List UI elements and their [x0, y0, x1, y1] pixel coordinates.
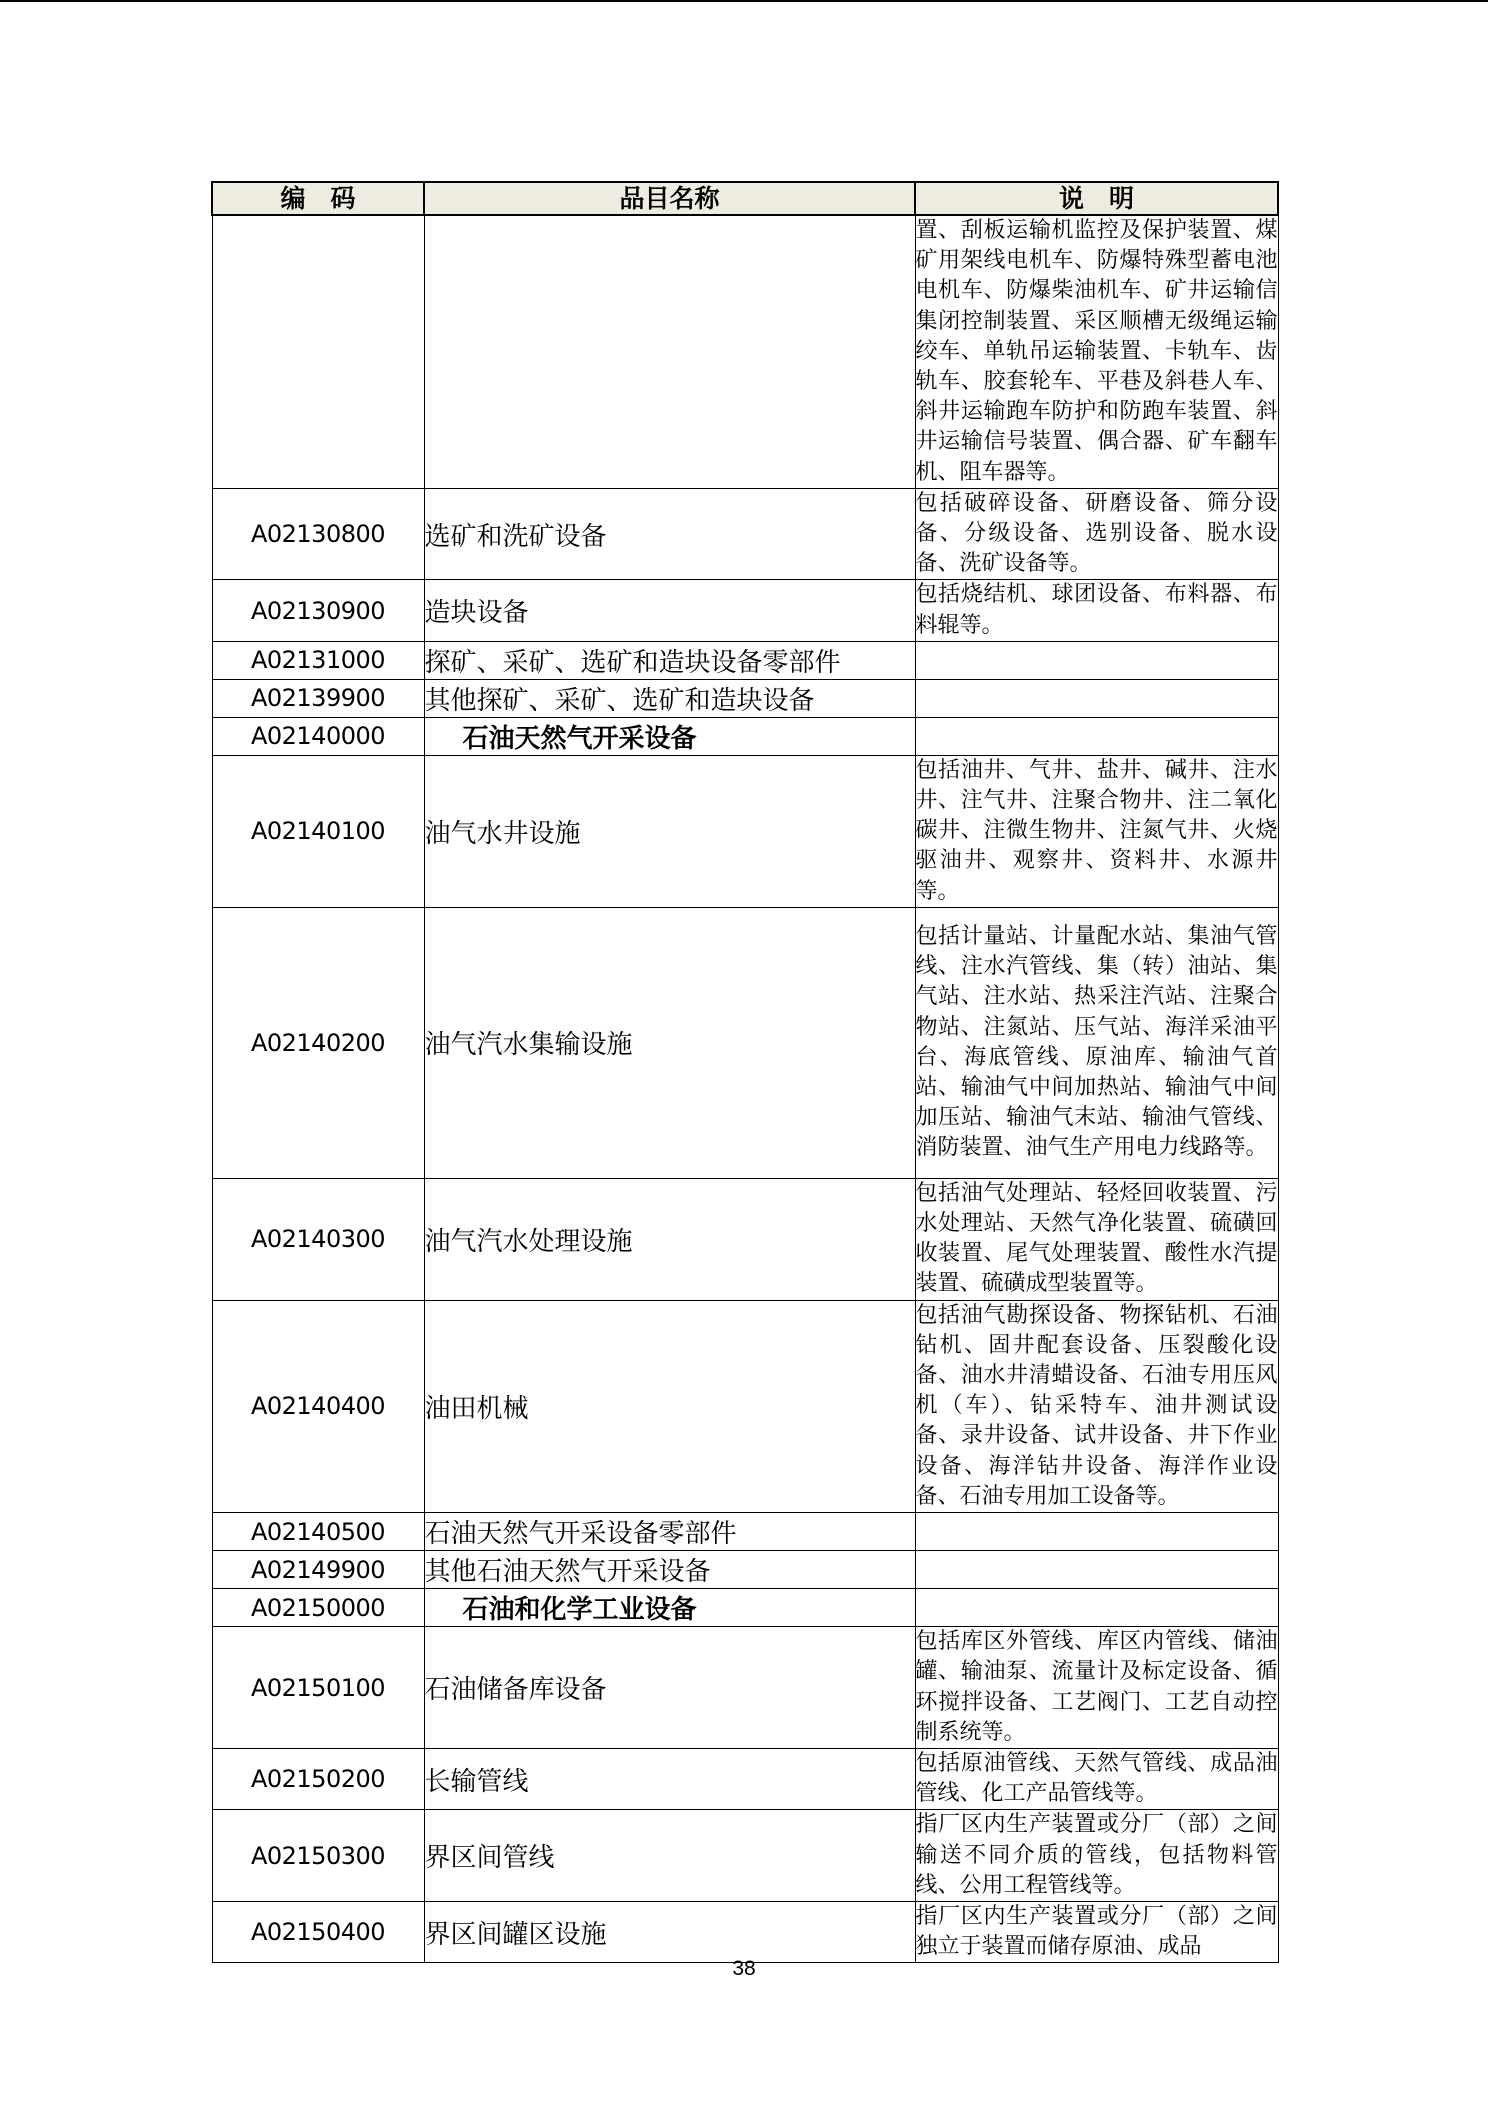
item-description — [915, 717, 1278, 755]
item-name: 界区间罐区设施 — [424, 1901, 915, 1962]
table-row — [212, 717, 1278, 755]
item-code: A02149900 — [212, 1551, 424, 1589]
item-code: A02140400 — [212, 1300, 424, 1512]
item-name: 界区间管线 — [424, 1810, 915, 1902]
item-code: A02140300 — [212, 1178, 424, 1300]
item-description: 包括破碎设备、研磨设备、筛分设备、分级设备、选别设备、脱水设备、洗矿设备等。 — [915, 488, 1278, 580]
item-code: A02140500 — [212, 1513, 424, 1551]
table-row — [212, 1748, 1278, 1809]
table-row — [212, 641, 1278, 679]
header-name: 品目名称 — [424, 182, 915, 215]
item-code: A02139900 — [212, 679, 424, 717]
item-description: 包括油气处理站、轻烃回收装置、污水处理站、天然气净化装置、硫磺回收装置、尾气处理装置、酸性水汽提装置、硫磺成型装置等。 — [915, 1178, 1278, 1300]
item-description: 包括原油管线、天然气管线、成品油管线、化工产品管线等。 — [915, 1748, 1278, 1809]
item-code: A02150200 — [212, 1748, 424, 1809]
page-number: 38 — [732, 1957, 756, 1980]
item-code: A02140200 — [212, 907, 424, 1178]
table-row — [212, 1513, 1278, 1551]
item-description: 包括油井、气井、盐井、碱井、注水井、注气井、注聚合物井、注二氧化碳井、注微生物井、注氮气井、火烧驱油井、观察井、资料井、水源井等。 — [915, 755, 1278, 907]
table-row — [212, 1178, 1278, 1300]
item-code: A02150400 — [212, 1901, 424, 1962]
item-name: 油气汽水集输设施 — [424, 907, 915, 1178]
item-description: 包括油气勘探设备、物探钻机、石油钻机、固井配套设备、压裂酸化设备、油水井清蜡设备、石油专用压风机（车）、钻采特车、油井测试设备、录井设备、试井设备、井下作业设备、海洋钻井设备、海洋作业设备、石油专用加工设备等。 — [915, 1300, 1278, 1512]
item-name: 油气汽水处理设施 — [424, 1178, 915, 1300]
item-code: A02150000 — [212, 1589, 424, 1627]
header-row — [212, 182, 1278, 215]
category-name: 石油天然气开采设备 — [424, 717, 915, 755]
item-description — [915, 641, 1278, 679]
item-description: 包括库区外管线、库区内管线、储油罐、输油泵、流量计及标定设备、循环搅拌设备、工艺阀门、工艺自动控制系统等。 — [915, 1627, 1278, 1749]
header-desc: 说 明 — [915, 182, 1278, 215]
item-code: A02140000 — [212, 717, 424, 755]
header-code: 编 码 — [212, 182, 424, 215]
table-row — [212, 1589, 1278, 1627]
item-name: 其他石油天然气开采设备 — [424, 1551, 915, 1589]
item-name: 石油天然气开采设备零部件 — [424, 1513, 915, 1551]
table-row — [212, 1901, 1278, 1962]
item-description — [915, 1551, 1278, 1589]
item-name: 油田机械 — [424, 1300, 915, 1512]
table-row — [212, 1810, 1278, 1902]
table-row — [212, 679, 1278, 717]
category-name: 石油和化学工业设备 — [424, 1589, 915, 1627]
item-name: 探矿、采矿、选矿和造块设备零部件 — [424, 641, 915, 679]
table-row — [212, 1551, 1278, 1589]
item-name: 造块设备 — [424, 580, 915, 641]
item-description: 指厂区内生产装置或分厂（部）之间输送不同介质的管线，包括物料管线、公用工程管线等。 — [915, 1810, 1278, 1902]
item-description — [915, 1513, 1278, 1551]
top-edge-rule — [0, 0, 1488, 2]
table-row — [212, 755, 1278, 907]
item-description — [915, 1589, 1278, 1627]
table-row — [212, 1627, 1278, 1749]
item-code: A02150300 — [212, 1810, 424, 1902]
table-row — [212, 488, 1278, 580]
table-row — [212, 215, 1278, 488]
item-name: 选矿和洗矿设备 — [424, 488, 915, 580]
item-code: A02150100 — [212, 1627, 424, 1749]
item-name: 其他探矿、采矿、选矿和造块设备 — [424, 679, 915, 717]
table-row — [212, 1300, 1278, 1512]
item-description: 置、刮板运输机监控及保护装置、煤矿用架线电机车、防爆特殊型蓄电池电机车、防爆柴油机车、矿井运输信集闭控制装置、采区顺槽无级绳运输绞车、单轨吊运输装置、卡轨车、齿轨车、胶套轮车、平巷及斜巷人车、斜井运输跑车防护和防跑车装置、斜井运输信号装置、偶合器、矿车翻车机、阻车器等。 — [915, 215, 1278, 488]
item-description: 指厂区内生产装置或分厂（部）之间独立于装置而储存原油、成品 — [915, 1901, 1278, 1962]
item-name — [424, 215, 915, 488]
item-description: 包括烧结机、球团设备、布料器、布料辊等。 — [915, 580, 1278, 641]
item-name: 石油储备库设备 — [424, 1627, 915, 1749]
item-code: A02140100 — [212, 755, 424, 907]
table-row — [212, 580, 1278, 641]
item-name: 长输管线 — [424, 1748, 915, 1809]
item-description — [915, 679, 1278, 717]
table-row — [212, 907, 1278, 1178]
item-code: A02130800 — [212, 488, 424, 580]
item-description: 包括计量站、计量配水站、集油气管线、注水汽管线、集（转）油站、集气站、注水站、热采注汽站、注聚合物站、注氮站、压气站、海洋采油平台、海底管线、原油库、输油气首站、输油气中间加热站、输油气中间加压站、输油气末站、输油气管线、消防装置、油气生产用电力线路等。 — [915, 907, 1278, 1178]
item-name: 油气水井设施 — [424, 755, 915, 907]
catalog-table — [211, 181, 1279, 1963]
item-code — [212, 215, 424, 488]
catalog-body — [212, 215, 1278, 1963]
item-code: A02131000 — [212, 641, 424, 679]
item-code: A02130900 — [212, 580, 424, 641]
